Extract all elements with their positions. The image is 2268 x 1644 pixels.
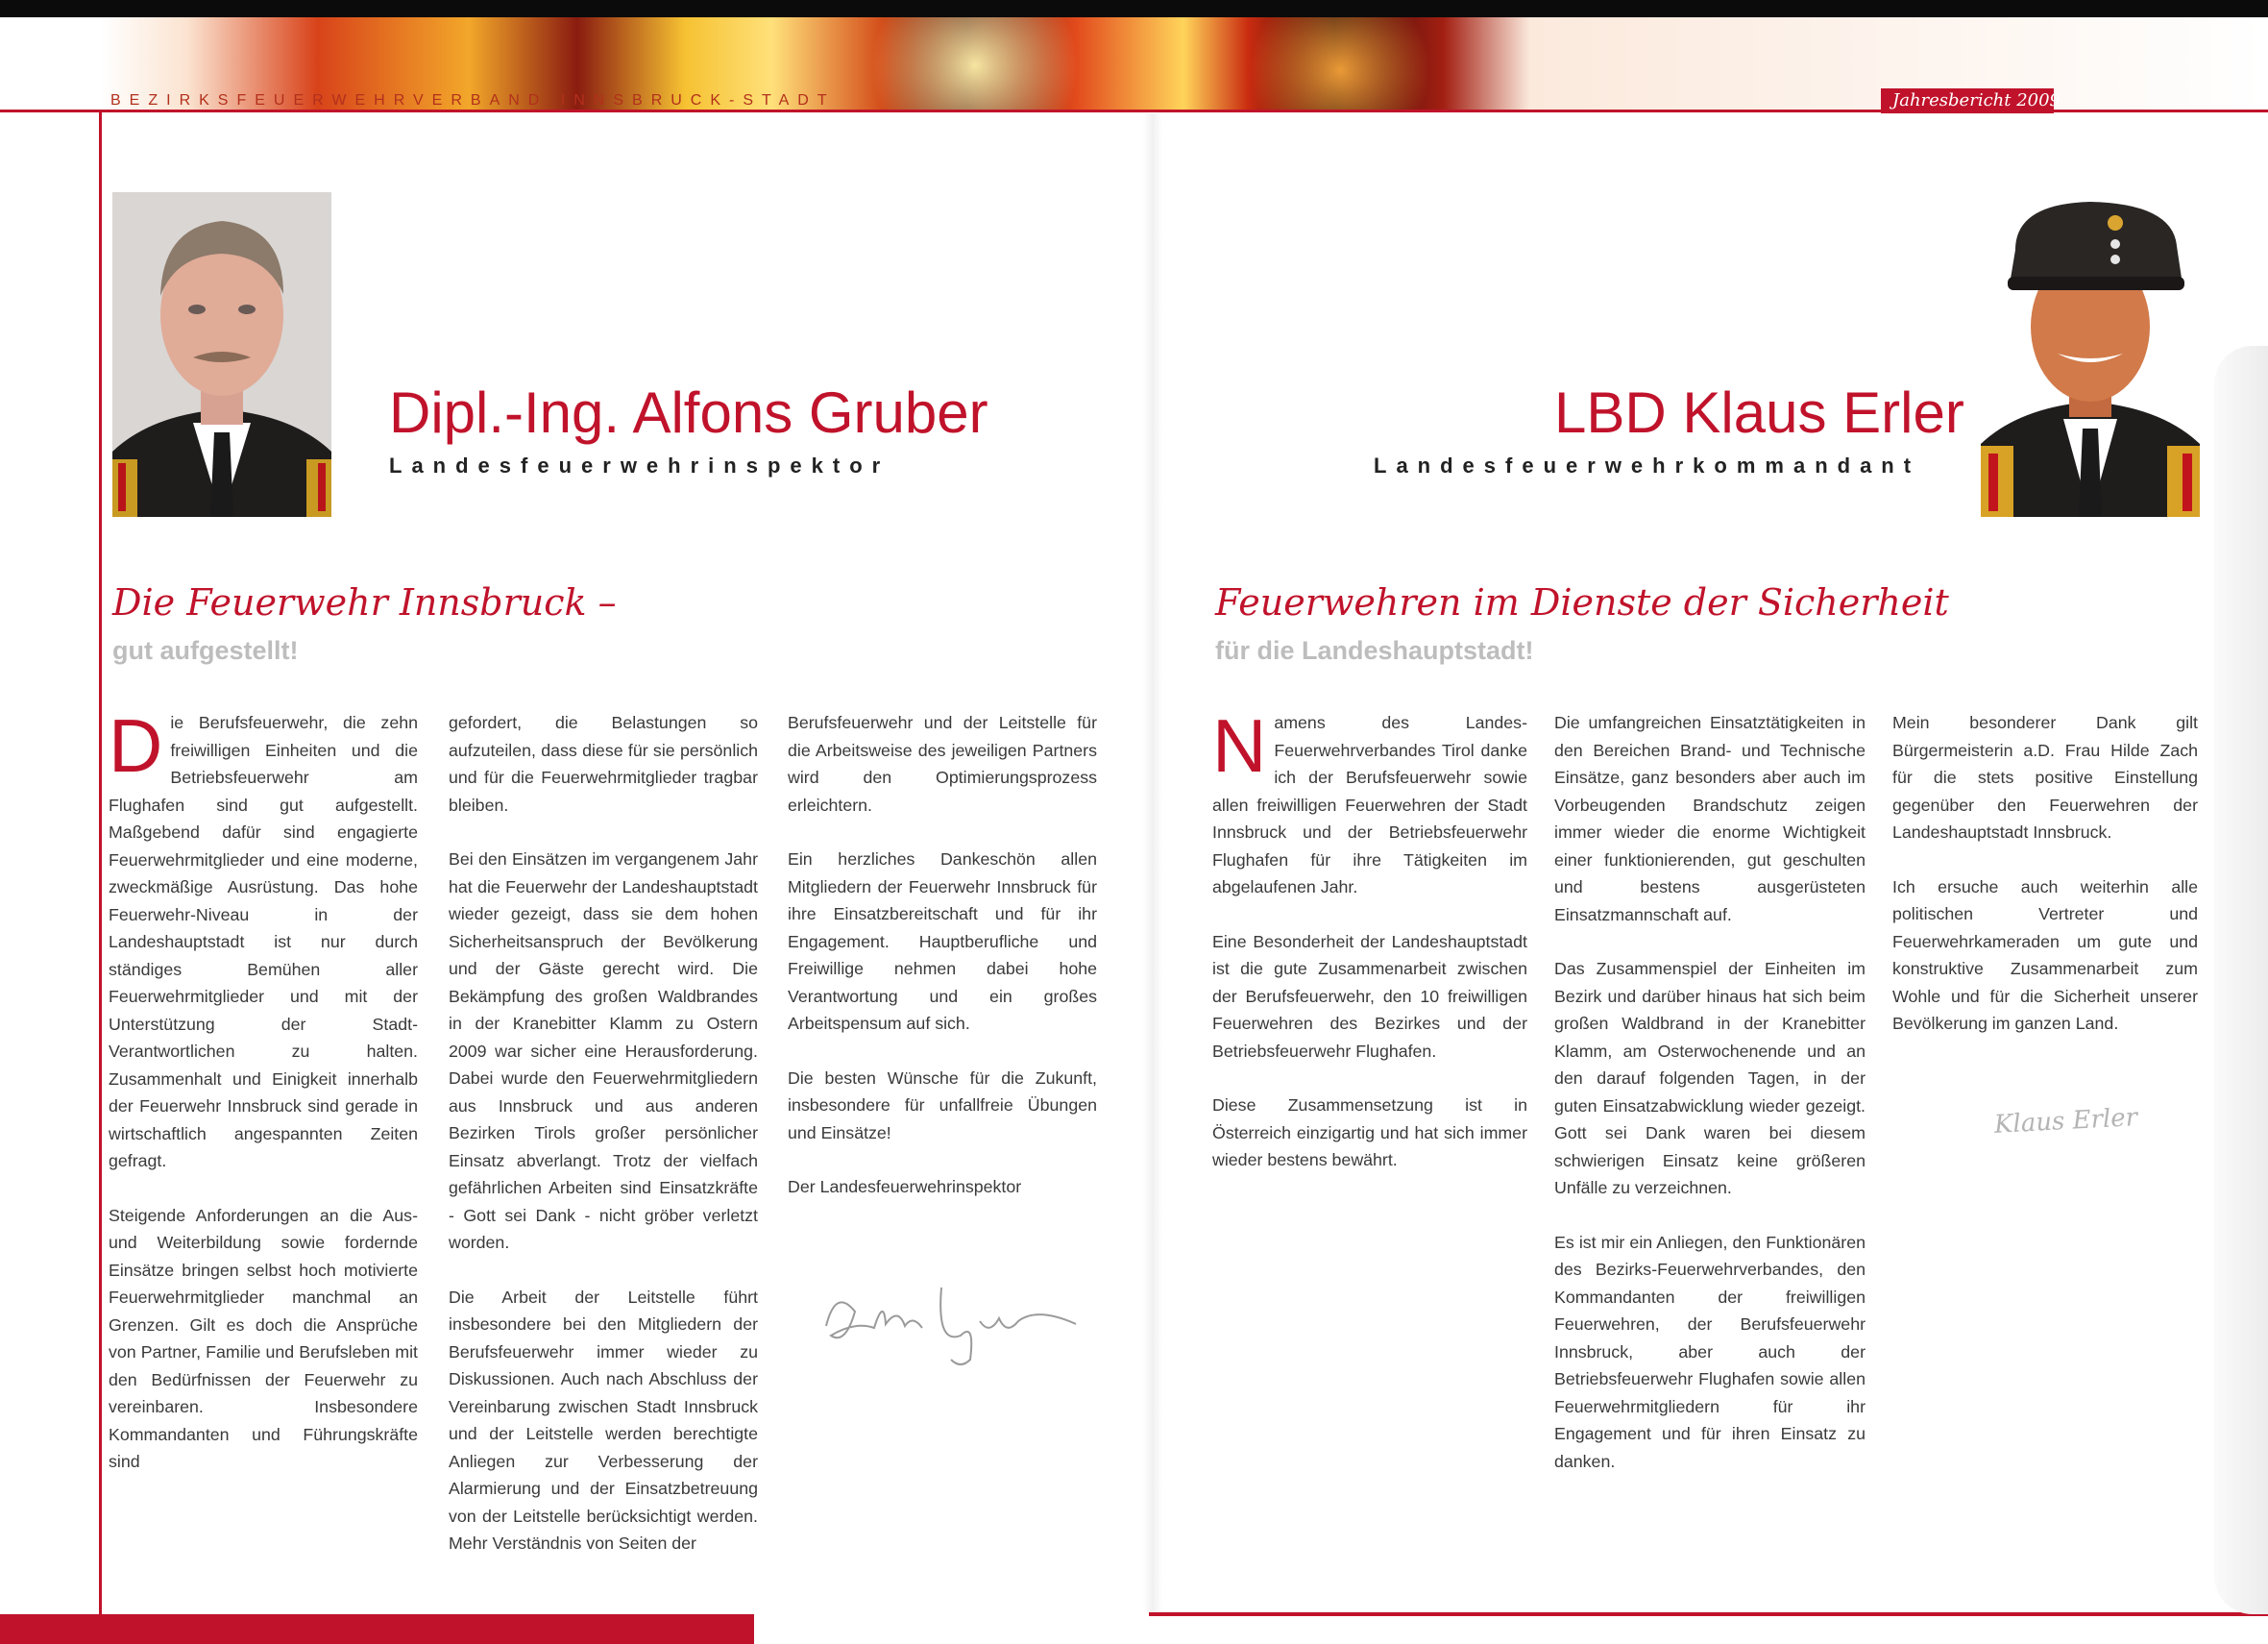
paragraph: Steigende Anforderungen an die Aus- und Weiterbildung sowie fordernde Einsätze bringen selbst hoch motivierte Feuerwehrmitglieder manchmal an Grenzen. Gilt es doch die Ansprüche von Partner, Familie und Berufsleben mit den Bedürfnissen der Feuerwehr zu vereinbaren. Insbesondere Kommandanten und Führungskräfte sind bbox=[109, 1205, 418, 1471]
paragraph: Das Zusammenspiel der Einheiten im Bezirk und darüber hinaus hat sich beim großen Waldbrand in der Kranebitter Klamm, am Osterwochenende und an den darauf folgenden Tagen, in der guten Einsatzabwicklung wieder gezeigt. Gott sei Dank waren bei diesem schwierigen Einsatz keine größeren Unfälle zu verzeichnen. bbox=[1554, 959, 1866, 1197]
person-name: LBD Klaus Erler bbox=[1554, 380, 1964, 445]
paragraph: Namens des Landes-Feuerwehrverbandes Tirol danke ich der Berufsfeuerwehr sowie allen freiwilligen Feuerwehren der Stadt Innsbruck und der Betriebsfeuerwehr Flughafen für ihre Tätigkeiten im abgelaufenen Jahr. bbox=[1212, 703, 1527, 896]
left-red-rule bbox=[99, 110, 102, 1614]
paragraph: Die besten Wünsche für die Zukunft, insbesondere für unfallfreie Übungen und Einsätze! bbox=[788, 1067, 1097, 1142]
closing-title: Der Landesfeuerwehrinspektor bbox=[788, 1177, 1022, 1196]
article-headline: Feuerwehren im Dienste der Sicherheit bbox=[1215, 581, 1949, 624]
bottom-red-bar bbox=[0, 1614, 754, 1644]
page-edge-tab bbox=[2214, 346, 2268, 1614]
paragraph: Ich ersuche auch weiterhin alle politischen Vertreter und Feuerwehrkameraden um gute und konstruktive Zusammenarbeit zum Wohle und für die Sicherheit unserer Bevölkerung im ganzen Land. bbox=[1892, 876, 2198, 1033]
article-headline: Die Feuerwehr Innsbruck – bbox=[112, 581, 617, 624]
paragraph: Berufsfeuerwehr und der Leitstelle für die Arbeitsweise des jeweiligen Partners wird den Optimierungsprozess erleichtern. bbox=[788, 713, 1097, 815]
article-column-3 bbox=[788, 709, 1097, 1228]
article-subline: für die Landeshauptstadt! bbox=[1215, 636, 1534, 665]
person-name: Dipl.-Ing. Alfons Gruber bbox=[389, 380, 988, 445]
signature-klaus-erler: Klaus Erler bbox=[1993, 1103, 2138, 1140]
drop-cap: D bbox=[109, 703, 163, 788]
drop-cap: N bbox=[1212, 703, 1267, 788]
paragraph: Eine Besonderheit der Landeshauptstadt ist die gute Zusammenarbeit zwischen der Berufsfeuerwehr, den 10 freiwilligen Feuerwehren des Bezirkes und der Betriebsfeuerwehr Flughafen. bbox=[1212, 931, 1527, 1061]
page-gutter bbox=[1143, 113, 1162, 1612]
article-column-3 bbox=[1892, 709, 2198, 1065]
paragraph: Diese Zusammensetzung ist in Österreich einzigartig und hat sich immer wieder bestens bewährt. bbox=[1212, 1095, 1527, 1169]
organization-name: BEZIRKSFEUERWEHRVERBAND INNSBRUCK-STADT bbox=[110, 92, 836, 109]
top-black-edge bbox=[0, 0, 2268, 17]
article-subline: gut aufgestellt! bbox=[112, 636, 299, 665]
paragraph: Es ist mir ein Anliegen, den Funktionären des Bezirks-Feuerwehrverbandes, den Kommandanten der freiwilligen Feuerwehren, der Berufsfeuerwehr Innsbruck, aber auch der Betriebsfeuerwehr Flughafen sowie allen Feuerwehrmitgliedern für ihr Engagement und für ihren Einsatz zu danken. bbox=[1554, 1232, 1866, 1471]
person-role: Landesfeuerwehrinspektor bbox=[389, 454, 890, 478]
article-column-1 bbox=[109, 703, 418, 1503]
paragraph: Die Arbeit der Leitstelle führt insbesondere bei den Mitgliedern der Berufsfeuerwehr immer wieder zu Diskussionen. Auch nach Abschluss der Vereinbarung zwischen Stadt Innsbruck und der Leitstelle werden berechtigte Anliegen zur Verbesserung der Alarmierung und der Einsatzbetreuung von der Leitstelle berücksichtigt werden. Mehr Verständnis von Seiten der bbox=[449, 1287, 758, 1553]
paragraph: Bei den Einsätzen im vergangenem Jahr hat die Feuerwehr der Landeshauptstadt wieder gezeigt, dass sie dem hohen Sicherheitsanspruch der Bevölkerung und der Gäste gerecht wird. Die Bekämpfung des großen Waldbrandes in der Kranebitter Klamm zu Ostern 2009 war sicher eine Herausforderung. Dabei wurde den Feuerwehrmitgliedern aus Innsbruck und aus anderen Bezirken Tirols großer persönlicher Einsatz abverlangt. Trotz der vielfach gefährlichen Arbeiten sind Einsatzkräfte - Gott sei Dank - nicht gröber verletzt worden. bbox=[449, 849, 758, 1252]
paragraph: Ein herzliches Dankeschön allen Mitgliedern der Feuerwehr Innsbruck für ihre Einsatzbereitschaft und für ihr Engagement. Hauptberufliche und Freiwillige nehmen dabei hohe Verantwortung und ein großes Arbeitspensum auf sich. bbox=[788, 849, 1097, 1033]
person-role: Landesfeuerwehrkommandant bbox=[1374, 454, 1921, 478]
paragraph: Mein besonderer Dank gilt Bürgermeisterin a.D. Frau Hilde Zach für die stets positive Einstellung gegenüber den Feuerwehren der Landeshauptstadt Innsbruck. bbox=[1892, 713, 2198, 842]
banner-flare bbox=[850, 17, 1100, 110]
paragraph: Die umfangreichen Einsatztätigkeiten in den Bereichen Brand- und Technische Einsätze, ganz besonders aber auch im Vorbeugenden Brandschutz zeigen immer wieder die enorme Wichtigkeit einer funktionierenden, gut geschulten und bestens ausgerüsteten Einsatzmannschaft auf. bbox=[1554, 713, 1866, 924]
portrait-klaus-erler bbox=[1981, 192, 2200, 517]
article-column-2 bbox=[1554, 709, 1866, 1502]
bottom-red-rule-right bbox=[1149, 1612, 2268, 1616]
paragraph: gefordert, die Belastungen so aufzuteilen, dass diese für sie persönlich und für die Feuerwehrmitglieder tragbar bleiben. bbox=[449, 713, 758, 815]
portrait-alfons-gruber bbox=[112, 192, 331, 517]
article-column-2 bbox=[449, 709, 758, 1584]
signature-alfons-gruber bbox=[817, 1268, 1085, 1374]
report-title: Jahresbericht 2009 bbox=[1892, 90, 2061, 110]
paragraph: Die Berufsfeuerwehr, die zehn freiwilligen Einheiten und die Betriebsfeuerwehr am Flughafen sind gut aufgestellt. Maßgebend dafür sind engagierte Feuerwehrmitglieder und eine moderne, zweckmäßige Ausrüstung. Das hohe Feuerwehr-Niveau in der Landeshauptstadt ist nur durch ständiges Bemühen aller Feuerwehrmitglieder und mit der Unterstützung der Stadt-Verantwortlichen zu halten. Zusammenhalt und Einigkeit innerhalb der Feuerwehr Innsbruck sind gerade in wirtschaftlich angespannten Zeiten gefragt. bbox=[109, 703, 418, 1170]
article-column-1 bbox=[1212, 703, 1527, 1201]
banner-flare bbox=[1234, 17, 1446, 110]
